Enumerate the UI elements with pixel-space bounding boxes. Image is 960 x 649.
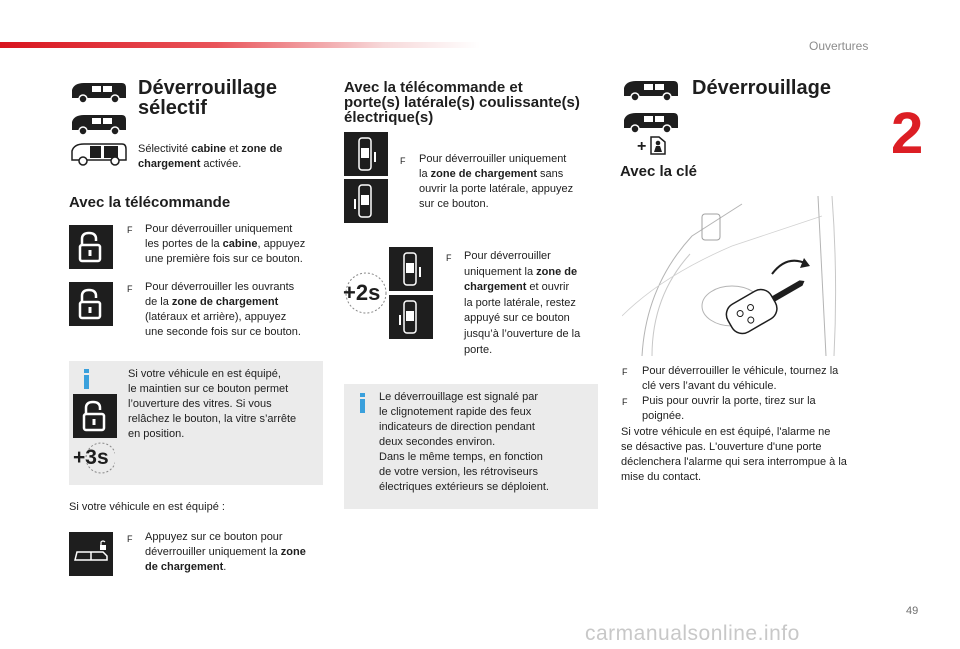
van-icon [68, 112, 130, 138]
key-bullet-2: Puis pour ouvrir la porte, tirez sur la poignée. [642, 395, 816, 422]
info-signal-text: Le déverrouillage est signalé par le clignotement rapide des feux indicateurs de direction pendant deux secondes environ. Dans le même temps, en fonction de votre version, les rétroviseurs électriques extérieurs se déploient. [379, 391, 549, 493]
padlock-open-icon [73, 394, 117, 438]
van-icon [620, 78, 682, 104]
key-door-illustration [622, 196, 876, 356]
remote-heading: Avec la télécommande [69, 194, 231, 211]
sliding-door-icon [389, 247, 433, 291]
bullet-arrow-icon: F [127, 225, 133, 235]
col3-title: Déverrouillage [692, 77, 831, 99]
chapter-number: 2 [891, 101, 924, 166]
info-box-signal [344, 384, 598, 509]
van-icon [68, 80, 130, 106]
col1-title: Déverrouillage sélectif [138, 77, 277, 119]
bullet-arrow-icon: F [622, 367, 628, 377]
van-cargo-zone-icon [68, 140, 130, 168]
item-cargo-no-side-door: Pour déverrouiller uniquement la zone de chargement sans ouvrir la porte latérale, appuyez sur ce bouton. [419, 153, 574, 210]
alarm-paragraph: Si votre véhicule en est équipé, l'alarme ne se désactive pas. L'ouverture d'une porte déclenchera l'alarme qui sera interrompue à la mise du contact. [621, 426, 847, 483]
section-title: Ouvertures [809, 39, 869, 53]
equipped-text: Si votre véhicule en est équipé : [69, 501, 225, 513]
plus-alarm-person-icon [637, 134, 669, 158]
bullet-arrow-icon: F [127, 284, 133, 294]
van-icon [620, 110, 682, 136]
padlock-open-icon [69, 225, 113, 269]
info-icon [358, 393, 367, 413]
padlock-open-icon [69, 282, 113, 326]
bullet-arrow-icon: F [446, 253, 452, 263]
bullet-arrow-icon: F [127, 534, 133, 544]
bullet-arrow-icon: F [622, 397, 628, 407]
info-icon [82, 369, 91, 389]
key-bullet-1: Pour déverrouiller le véhicule, tournez la clé vers l’avant du véhicule. [642, 365, 839, 392]
page-number: 49 [906, 605, 919, 617]
info-box-windows [69, 361, 323, 485]
item-cargo-button: Appuyez sur ce bouton pour déverrouiller uniquement la zone de chargement. [145, 531, 306, 573]
sliding-door-icon [344, 179, 388, 223]
header-accent-bar [0, 42, 480, 48]
sliding-door-icon [344, 132, 388, 176]
item-cargo-unlock: Pour déverrouiller les ouvrants de la zone de chargement (latéraux et arrière), appuyez une seconde fois sur ce bouton. [145, 281, 301, 338]
item-cabin-unlock: Pour déverrouiller uniquement les portes de la cabine, appuyez une première fois sur ce bouton. [145, 223, 306, 265]
col2-heading: Avec la télécommande et porte(s) latérale(s) coulissante(s) électrique(s) [344, 79, 580, 126]
svg-text:+: + [637, 138, 647, 155]
watermark: carmanualsonline.info [585, 622, 800, 645]
bullet-arrow-icon: F [400, 156, 406, 166]
hold-2s-badge: +2s [343, 270, 389, 316]
hold-3s-badge: +3s [71, 441, 115, 475]
info-windows-text: Si votre véhicule en est équipé, le maintien sur ce bouton permet l’ouverture des vitres. Si vous relâchez le bouton, la vitre s’arrête en position. [128, 368, 297, 440]
key-heading: Avec la clé [620, 163, 697, 180]
item-cargo-with-side-door: Pour déverrouiller uniquement la zone de chargement et ouvrir la porte latérale, restez appuyé sur ce bouton jusqu’à l’ouverture de la porte. [464, 250, 581, 356]
cargo-unlock-button-icon [69, 532, 113, 576]
sliding-door-icon [389, 295, 433, 339]
selectivity-text: Sélectivité cabine et zone de chargement activée. [138, 143, 283, 170]
